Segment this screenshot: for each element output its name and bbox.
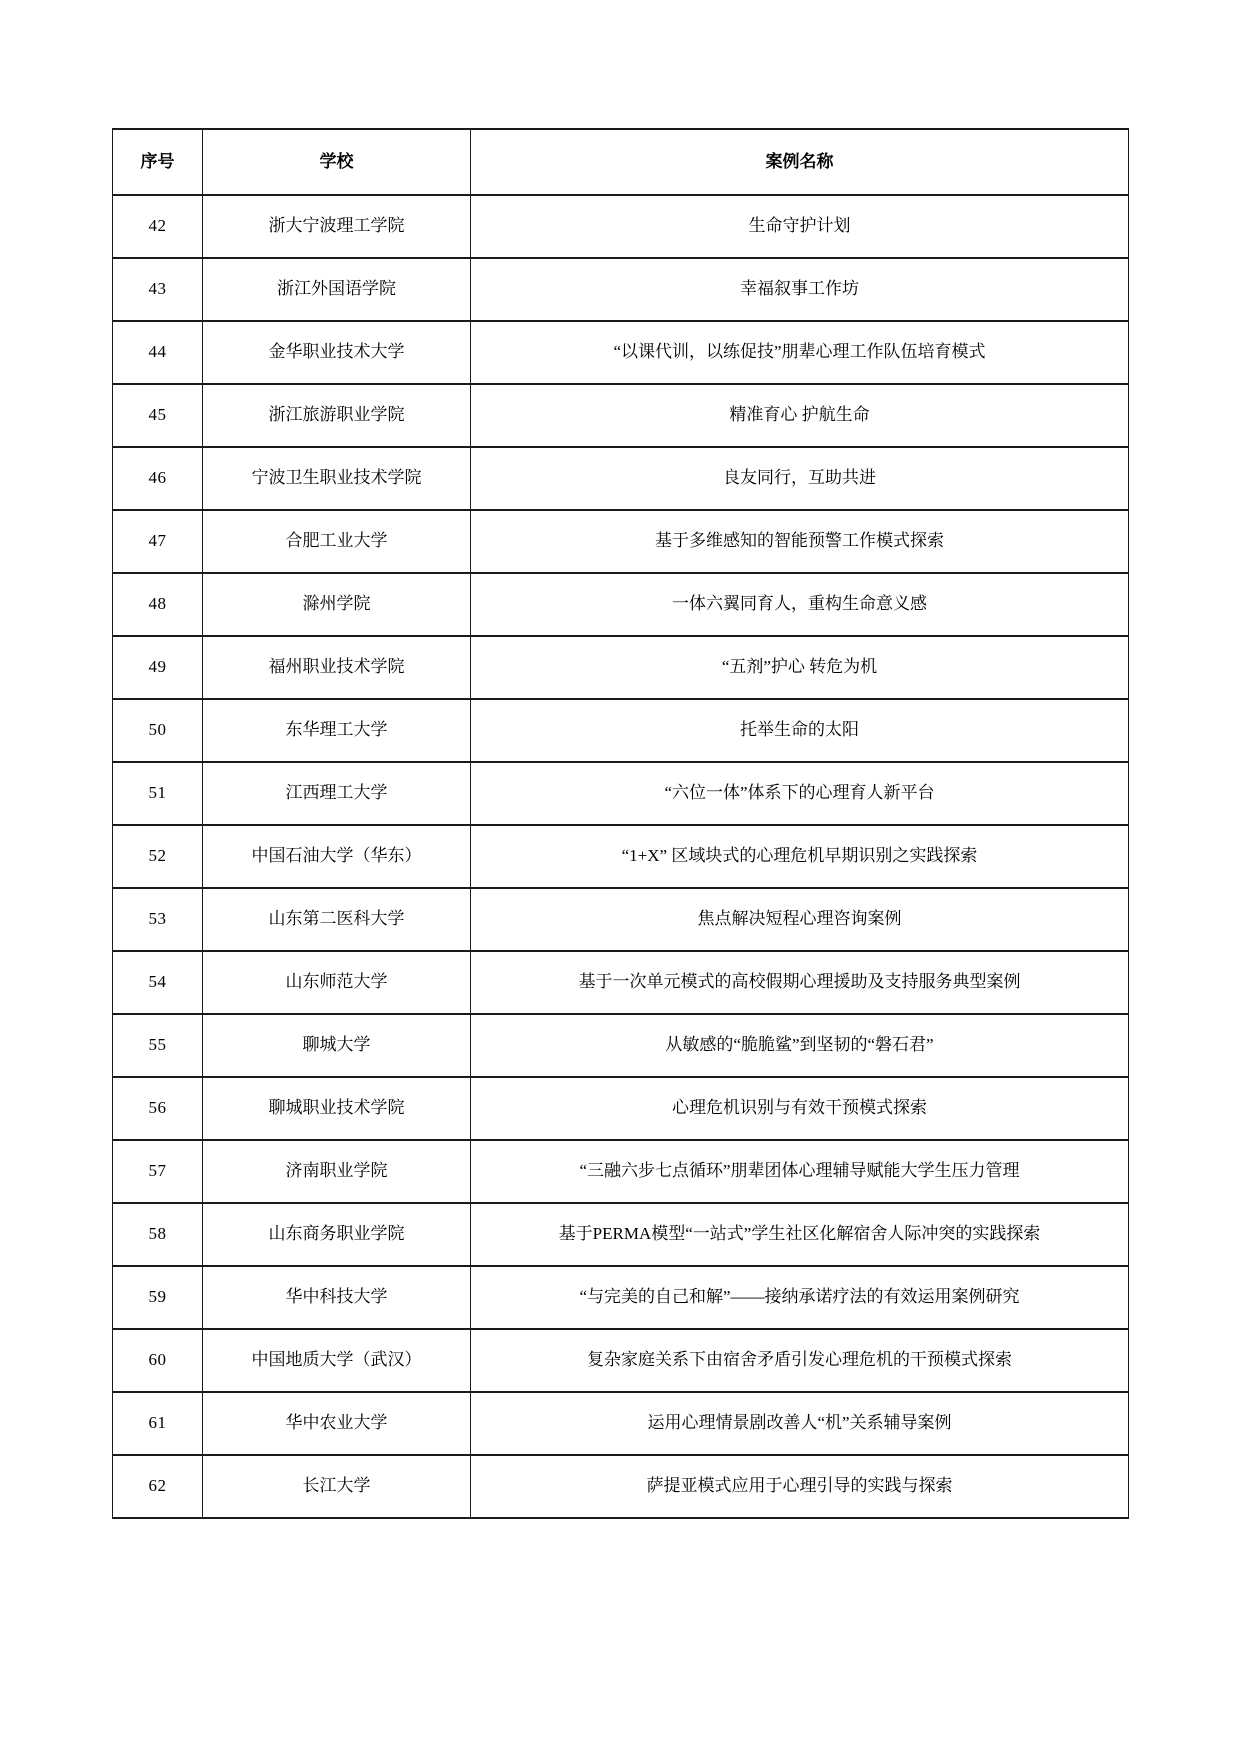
case-name-cell: “1+X” 区域块式的心理危机早期识别之实践探索 <box>471 825 1129 888</box>
school-cell: 济南职业学院 <box>203 1140 471 1203</box>
school-cell: 宁波卫生职业技术学院 <box>203 447 471 510</box>
school-cell: 浙江旅游职业学院 <box>203 384 471 447</box>
row-number-cell: 51 <box>113 762 203 825</box>
school-cell: 江西理工大学 <box>203 762 471 825</box>
table-row <box>113 1329 1129 1392</box>
table-row <box>113 573 1129 636</box>
school-cell: 金华职业技术大学 <box>203 321 471 384</box>
school-cell: 华中科技大学 <box>203 1266 471 1329</box>
case-name-cell: “以课代训，以练促技”朋辈心理工作队伍培育模式 <box>471 321 1129 384</box>
case-name-cell: 焦点解决短程心理咨询案例 <box>471 888 1129 951</box>
table-body <box>113 195 1129 1518</box>
case-name-cell: “与完美的自己和解”——接纳承诺疗法的有效运用案例研究 <box>471 1266 1129 1329</box>
table-row <box>113 510 1129 573</box>
school-cell: 山东商务职业学院 <box>203 1203 471 1266</box>
school-cell: 聊城职业技术学院 <box>203 1077 471 1140</box>
school-cell: 山东第二医科大学 <box>203 888 471 951</box>
case-name-cell: “五剂”护心 转危为机 <box>471 636 1129 699</box>
row-number-cell: 49 <box>113 636 203 699</box>
school-cell: 山东师范大学 <box>203 951 471 1014</box>
school-cell: 浙江外国语学院 <box>203 258 471 321</box>
table-row <box>113 951 1129 1014</box>
row-number-cell: 50 <box>113 699 203 762</box>
header-row <box>113 129 1129 195</box>
case-name-cell: 基于多维感知的智能预警工作模式探索 <box>471 510 1129 573</box>
table-row <box>113 1392 1129 1455</box>
school-cell: 华中农业大学 <box>203 1392 471 1455</box>
header-case-name: 案例名称 <box>471 129 1129 195</box>
table-row <box>113 384 1129 447</box>
school-cell: 滁州学院 <box>203 573 471 636</box>
case-name-cell: 萨提亚模式应用于心理引导的实践与探索 <box>471 1455 1129 1518</box>
school-cell: 合肥工业大学 <box>203 510 471 573</box>
header-no: 序号 <box>113 129 203 195</box>
table-row <box>113 195 1129 258</box>
row-number-cell: 46 <box>113 447 203 510</box>
table-row <box>113 1140 1129 1203</box>
school-cell: 中国石油大学（华东） <box>203 825 471 888</box>
case-name-cell: “三融六步七点循环”朋辈团体心理辅导赋能大学生压力管理 <box>471 1140 1129 1203</box>
case-name-cell: 心理危机识别与有效干预模式探索 <box>471 1077 1129 1140</box>
case-name-cell: 基于PERMA模型“一站式”学生社区化解宿舍人际冲突的实践探索 <box>471 1203 1129 1266</box>
table-row <box>113 888 1129 951</box>
case-name-cell: 良友同行，互助共进 <box>471 447 1129 510</box>
school-cell: 东华理工大学 <box>203 699 471 762</box>
row-number-cell: 45 <box>113 384 203 447</box>
row-number-cell: 48 <box>113 573 203 636</box>
table-row <box>113 1014 1129 1077</box>
row-number-cell: 43 <box>113 258 203 321</box>
case-name-cell: 从敏感的“脆脆鲨”到坚韧的“磐石君” <box>471 1014 1129 1077</box>
table-row <box>113 1455 1129 1518</box>
row-number-cell: 60 <box>113 1329 203 1392</box>
row-number-cell: 47 <box>113 510 203 573</box>
case-name-cell: 运用心理情景剧改善人“机”关系辅导案例 <box>471 1392 1129 1455</box>
table-header <box>113 129 1129 195</box>
school-cell: 浙大宁波理工学院 <box>203 195 471 258</box>
school-cell: 长江大学 <box>203 1455 471 1518</box>
row-number-cell: 59 <box>113 1266 203 1329</box>
row-number-cell: 62 <box>113 1455 203 1518</box>
case-list-table <box>112 128 1129 1519</box>
school-cell: 聊城大学 <box>203 1014 471 1077</box>
table-row <box>113 699 1129 762</box>
case-name-cell: 基于一次单元模式的高校假期心理援助及支持服务典型案例 <box>471 951 1129 1014</box>
table-row <box>113 258 1129 321</box>
case-name-cell: 复杂家庭关系下由宿舍矛盾引发心理危机的干预模式探索 <box>471 1329 1129 1392</box>
table-row <box>113 321 1129 384</box>
table-row <box>113 636 1129 699</box>
table-row <box>113 1266 1129 1329</box>
case-name-cell: 托举生命的太阳 <box>471 699 1129 762</box>
row-number-cell: 52 <box>113 825 203 888</box>
row-number-cell: 55 <box>113 1014 203 1077</box>
table-row <box>113 1077 1129 1140</box>
case-name-cell: 一体六翼同育人，重构生命意义感 <box>471 573 1129 636</box>
case-name-cell: 精准育心 护航生命 <box>471 384 1129 447</box>
row-number-cell: 61 <box>113 1392 203 1455</box>
row-number-cell: 58 <box>113 1203 203 1266</box>
row-number-cell: 44 <box>113 321 203 384</box>
case-name-cell: 生命守护计划 <box>471 195 1129 258</box>
row-number-cell: 53 <box>113 888 203 951</box>
school-cell: 福州职业技术学院 <box>203 636 471 699</box>
table-row <box>113 447 1129 510</box>
header-school: 学校 <box>203 129 471 195</box>
row-number-cell: 42 <box>113 195 203 258</box>
table-row <box>113 825 1129 888</box>
school-cell: 中国地质大学（武汉） <box>203 1329 471 1392</box>
row-number-cell: 57 <box>113 1140 203 1203</box>
row-number-cell: 54 <box>113 951 203 1014</box>
case-name-cell: 幸福叙事工作坊 <box>471 258 1129 321</box>
row-number-cell: 56 <box>113 1077 203 1140</box>
table-row <box>113 1203 1129 1266</box>
table-row <box>113 762 1129 825</box>
case-name-cell: “六位一体”体系下的心理育人新平台 <box>471 762 1129 825</box>
